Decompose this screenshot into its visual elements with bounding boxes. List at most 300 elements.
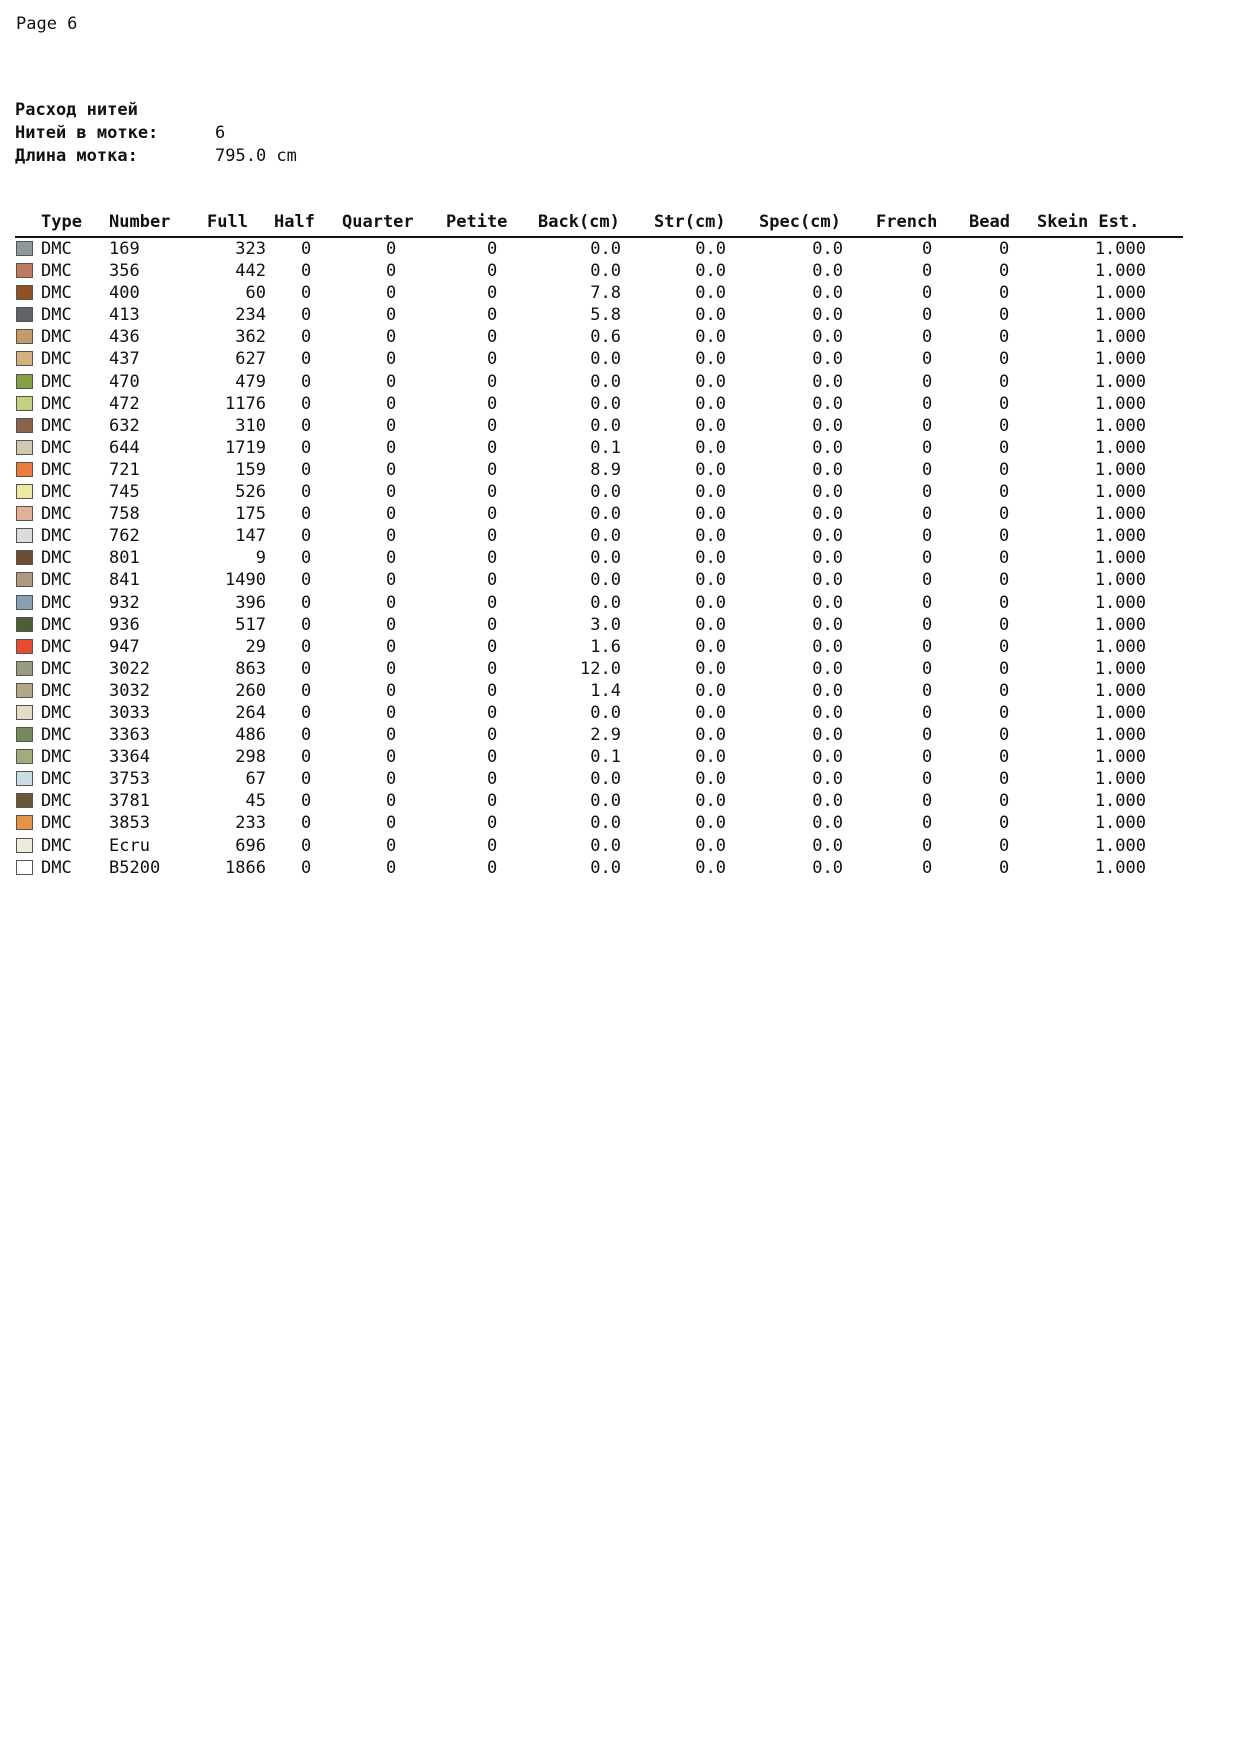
cell-number: 413 (109, 305, 140, 326)
cell-french: 0 (922, 459, 933, 480)
cell-full: 362 (235, 327, 266, 348)
color-swatch (16, 705, 33, 720)
cell-back: 8.9 (590, 459, 621, 480)
cell-quarter: 0 (386, 349, 397, 370)
color-swatch (16, 418, 33, 433)
cell-str: 0.0 (695, 658, 726, 679)
color-swatch (16, 661, 33, 676)
col-header-half: Half (274, 212, 315, 232)
color-swatch (16, 241, 33, 256)
cell-half: 0 (301, 769, 312, 790)
cell-petite: 0 (487, 548, 498, 569)
cell-skein-est: 1.000 (1094, 680, 1146, 701)
cell-french: 0 (922, 371, 933, 392)
cell-spec: 0.0 (812, 261, 843, 282)
col-header-spec: Spec(cm) (759, 212, 841, 232)
cell-skein-est: 1.000 (1094, 835, 1146, 856)
col-header-french: French (876, 212, 938, 232)
cell-quarter: 0 (386, 725, 397, 746)
table-row (15, 812, 1183, 834)
color-swatch (16, 462, 33, 477)
cell-petite: 0 (487, 570, 498, 591)
cell-french: 0 (922, 393, 933, 414)
cell-spec: 0.0 (812, 857, 843, 878)
cell-spec: 0.0 (812, 371, 843, 392)
cell-full: 29 (245, 636, 266, 657)
cell-full: 1490 (225, 570, 266, 591)
cell-quarter: 0 (386, 239, 397, 259)
cell-full: 67 (245, 769, 266, 790)
color-swatch (16, 550, 33, 565)
skein-length-value: 795.0 cm (215, 146, 297, 166)
cell-half: 0 (301, 482, 312, 503)
cell-quarter: 0 (386, 415, 397, 436)
cell-skein-est: 1.000 (1094, 769, 1146, 790)
color-swatch (16, 351, 33, 366)
cell-french: 0 (922, 570, 933, 591)
cell-petite: 0 (487, 459, 498, 480)
cell-full: 234 (235, 305, 266, 326)
cell-type: DMC (41, 813, 72, 834)
table-row (15, 724, 1183, 746)
cell-skein-est: 1.000 (1094, 283, 1146, 304)
color-swatch (16, 285, 33, 300)
cell-full: 323 (235, 239, 266, 259)
cell-str: 0.0 (695, 813, 726, 834)
cell-full: 863 (235, 658, 266, 679)
cell-back: 0.0 (590, 570, 621, 591)
cell-number: 3364 (109, 747, 150, 768)
cell-type: DMC (41, 680, 72, 701)
cell-number: 437 (109, 349, 140, 370)
cell-quarter: 0 (386, 680, 397, 701)
skein-length-label: Длина мотка: (15, 146, 138, 166)
cell-back: 0.0 (590, 393, 621, 414)
cell-spec: 0.0 (812, 349, 843, 370)
cell-full: 517 (235, 614, 266, 635)
cell-str: 0.0 (695, 636, 726, 657)
cell-petite: 0 (487, 680, 498, 701)
cell-full: 1719 (225, 437, 266, 458)
cell-french: 0 (922, 349, 933, 370)
cell-full: 1176 (225, 393, 266, 414)
col-header-number: Number (109, 212, 171, 232)
color-swatch (16, 793, 33, 808)
cell-back: 0.0 (590, 239, 621, 259)
cell-spec: 0.0 (812, 813, 843, 834)
cell-french: 0 (922, 857, 933, 878)
cell-type: DMC (41, 702, 72, 723)
cell-type: DMC (41, 857, 72, 878)
cell-half: 0 (301, 283, 312, 304)
cell-bead: 0 (999, 261, 1010, 282)
cell-full: 264 (235, 702, 266, 723)
cell-number: 400 (109, 283, 140, 304)
table-row (15, 857, 1183, 879)
cell-half: 0 (301, 614, 312, 635)
cell-french: 0 (922, 813, 933, 834)
cell-type: DMC (41, 548, 72, 569)
cell-full: 479 (235, 371, 266, 392)
cell-bead: 0 (999, 371, 1010, 392)
cell-type: DMC (41, 437, 72, 458)
cell-french: 0 (922, 305, 933, 326)
cell-quarter: 0 (386, 813, 397, 834)
cell-french: 0 (922, 327, 933, 348)
cell-french: 0 (922, 658, 933, 679)
cell-french: 0 (922, 747, 933, 768)
cell-str: 0.0 (695, 747, 726, 768)
color-swatch (16, 374, 33, 389)
cell-str: 0.0 (695, 680, 726, 701)
cell-french: 0 (922, 526, 933, 547)
cell-spec: 0.0 (812, 835, 843, 856)
cell-number: 801 (109, 548, 140, 569)
cell-bead: 0 (999, 592, 1010, 613)
cell-spec: 0.0 (812, 504, 843, 525)
cell-french: 0 (922, 261, 933, 282)
cell-quarter: 0 (386, 769, 397, 790)
cell-str: 0.0 (695, 592, 726, 613)
cell-french: 0 (922, 769, 933, 790)
cell-half: 0 (301, 393, 312, 414)
cell-petite: 0 (487, 725, 498, 746)
table-row (15, 636, 1183, 658)
cell-half: 0 (301, 658, 312, 679)
cell-full: 45 (245, 791, 266, 812)
cell-petite: 0 (487, 261, 498, 282)
cell-back: 1.6 (590, 636, 621, 657)
table-row (15, 569, 1183, 591)
cell-str: 0.0 (695, 437, 726, 458)
cell-half: 0 (301, 570, 312, 591)
cell-number: 472 (109, 393, 140, 414)
cell-quarter: 0 (386, 504, 397, 525)
cell-bead: 0 (999, 725, 1010, 746)
cell-skein-est: 1.000 (1094, 813, 1146, 834)
cell-back: 0.0 (590, 548, 621, 569)
color-swatch (16, 617, 33, 632)
strands-label: Нитей в мотке: (15, 123, 159, 143)
cell-skein-est: 1.000 (1094, 482, 1146, 503)
cell-type: DMC (41, 482, 72, 503)
cell-str: 0.0 (695, 482, 726, 503)
cell-skein-est: 1.000 (1094, 747, 1146, 768)
cell-french: 0 (922, 548, 933, 569)
cell-number: 932 (109, 592, 140, 613)
cell-full: 442 (235, 261, 266, 282)
cell-skein-est: 1.000 (1094, 305, 1146, 326)
cell-petite: 0 (487, 305, 498, 326)
table-row (15, 326, 1183, 348)
cell-type: DMC (41, 371, 72, 392)
color-swatch (16, 484, 33, 499)
cell-half: 0 (301, 526, 312, 547)
cell-str: 0.0 (695, 791, 726, 812)
cell-back: 0.6 (590, 327, 621, 348)
cell-quarter: 0 (386, 658, 397, 679)
cell-type: DMC (41, 459, 72, 480)
cell-number: 632 (109, 415, 140, 436)
cell-skein-est: 1.000 (1094, 526, 1146, 547)
cell-back: 0.0 (590, 857, 621, 878)
cell-half: 0 (301, 702, 312, 723)
table-row (15, 503, 1183, 525)
cell-quarter: 0 (386, 371, 397, 392)
cell-half: 0 (301, 349, 312, 370)
cell-half: 0 (301, 548, 312, 569)
color-swatch (16, 815, 33, 830)
cell-number: 758 (109, 504, 140, 525)
table-row (15, 835, 1183, 857)
cell-french: 0 (922, 680, 933, 701)
col-header-full: Full (207, 212, 248, 232)
table-row (15, 260, 1183, 282)
cell-petite: 0 (487, 349, 498, 370)
cell-petite: 0 (487, 482, 498, 503)
cell-half: 0 (301, 327, 312, 348)
cell-petite: 0 (487, 747, 498, 768)
cell-spec: 0.0 (812, 636, 843, 657)
col-header-back: Back(cm) (538, 212, 620, 232)
cell-full: 696 (235, 835, 266, 856)
cell-type: DMC (41, 769, 72, 790)
cell-back: 0.0 (590, 349, 621, 370)
cell-number: 3032 (109, 680, 150, 701)
cell-number: 3853 (109, 813, 150, 834)
cell-half: 0 (301, 239, 312, 259)
cell-number: B5200 (109, 857, 161, 878)
section-title: Расход нитей (15, 100, 138, 120)
cell-full: 175 (235, 504, 266, 525)
cell-bead: 0 (999, 283, 1010, 304)
cell-type: DMC (41, 725, 72, 746)
cell-french: 0 (922, 702, 933, 723)
cell-full: 310 (235, 415, 266, 436)
table-row (15, 658, 1183, 680)
cell-quarter: 0 (386, 459, 397, 480)
cell-number: 3022 (109, 658, 150, 679)
cell-str: 0.0 (695, 702, 726, 723)
cell-skein-est: 1.000 (1094, 791, 1146, 812)
cell-skein-est: 1.000 (1094, 614, 1146, 635)
cell-back: 0.0 (590, 415, 621, 436)
cell-quarter: 0 (386, 614, 397, 635)
page-number: Page 6 (16, 14, 78, 34)
cell-full: 298 (235, 747, 266, 768)
cell-str: 0.0 (695, 548, 726, 569)
cell-number: 3753 (109, 769, 150, 790)
cell-back: 0.0 (590, 702, 621, 723)
cell-spec: 0.0 (812, 283, 843, 304)
cell-str: 0.0 (695, 570, 726, 591)
cell-str: 0.0 (695, 769, 726, 790)
cell-bead: 0 (999, 415, 1010, 436)
cell-spec: 0.0 (812, 415, 843, 436)
cell-french: 0 (922, 239, 933, 259)
cell-half: 0 (301, 371, 312, 392)
table-row (15, 437, 1183, 459)
cell-back: 2.9 (590, 725, 621, 746)
cell-spec: 0.0 (812, 437, 843, 458)
cell-quarter: 0 (386, 747, 397, 768)
cell-petite: 0 (487, 791, 498, 812)
cell-spec: 0.0 (812, 239, 843, 259)
cell-quarter: 0 (386, 393, 397, 414)
cell-spec: 0.0 (812, 459, 843, 480)
cell-spec: 0.0 (812, 702, 843, 723)
cell-type: DMC (41, 504, 72, 525)
cell-bead: 0 (999, 305, 1010, 326)
cell-bead: 0 (999, 680, 1010, 701)
cell-number: 936 (109, 614, 140, 635)
cell-bead: 0 (999, 526, 1010, 547)
table-row (15, 282, 1183, 304)
cell-half: 0 (301, 437, 312, 458)
cell-bead: 0 (999, 239, 1010, 259)
cell-str: 0.0 (695, 261, 726, 282)
cell-half: 0 (301, 261, 312, 282)
cell-back: 0.0 (590, 791, 621, 812)
color-swatch (16, 263, 33, 278)
cell-spec: 0.0 (812, 614, 843, 635)
color-swatch (16, 683, 33, 698)
cell-petite: 0 (487, 504, 498, 525)
cell-french: 0 (922, 725, 933, 746)
cell-type: DMC (41, 658, 72, 679)
cell-bead: 0 (999, 349, 1010, 370)
table-row (15, 680, 1183, 702)
cell-number: 644 (109, 437, 140, 458)
cell-quarter: 0 (386, 636, 397, 657)
cell-quarter: 0 (386, 570, 397, 591)
cell-full: 260 (235, 680, 266, 701)
strands-value: 6 (215, 123, 226, 143)
color-swatch (16, 329, 33, 344)
cell-back: 0.0 (590, 371, 621, 392)
cell-bead: 0 (999, 857, 1010, 878)
cell-spec: 0.0 (812, 482, 843, 503)
cell-full: 486 (235, 725, 266, 746)
cell-number: 169 (109, 239, 140, 259)
cell-spec: 0.0 (812, 305, 843, 326)
cell-bead: 0 (999, 614, 1010, 635)
cell-back: 0.0 (590, 482, 621, 503)
cell-spec: 0.0 (812, 769, 843, 790)
cell-back: 0.1 (590, 747, 621, 768)
cell-skein-est: 1.000 (1094, 857, 1146, 878)
cell-spec: 0.0 (812, 548, 843, 569)
thread-table (15, 212, 1183, 879)
color-swatch (16, 396, 33, 411)
col-header-bead: Bead (969, 212, 1010, 232)
cell-type: DMC (41, 791, 72, 812)
cell-half: 0 (301, 459, 312, 480)
cell-bead: 0 (999, 813, 1010, 834)
cell-number: 745 (109, 482, 140, 503)
cell-quarter: 0 (386, 548, 397, 569)
cell-petite: 0 (487, 592, 498, 613)
thread-usage-header (15, 99, 297, 168)
table-row (15, 768, 1183, 790)
cell-type: DMC (41, 570, 72, 591)
cell-str: 0.0 (695, 371, 726, 392)
cell-str: 0.0 (695, 349, 726, 370)
cell-skein-est: 1.000 (1094, 592, 1146, 613)
cell-petite: 0 (487, 813, 498, 834)
cell-full: 233 (235, 813, 266, 834)
cell-french: 0 (922, 437, 933, 458)
cell-type: DMC (41, 614, 72, 635)
cell-petite: 0 (487, 327, 498, 348)
color-swatch (16, 749, 33, 764)
table-row (15, 304, 1183, 326)
cell-skein-est: 1.000 (1094, 725, 1146, 746)
cell-skein-est: 1.000 (1094, 437, 1146, 458)
cell-type: DMC (41, 636, 72, 657)
cell-french: 0 (922, 482, 933, 503)
cell-type: DMC (41, 393, 72, 414)
cell-str: 0.0 (695, 526, 726, 547)
cell-bead: 0 (999, 393, 1010, 414)
cell-skein-est: 1.000 (1094, 658, 1146, 679)
cell-full: 9 (255, 548, 266, 569)
cell-number: 3033 (109, 702, 150, 723)
cell-full: 396 (235, 592, 266, 613)
table-row (15, 702, 1183, 724)
cell-number: 3781 (109, 791, 150, 812)
cell-petite: 0 (487, 835, 498, 856)
table-row (15, 481, 1183, 503)
cell-full: 147 (235, 526, 266, 547)
cell-spec: 0.0 (812, 680, 843, 701)
col-header-type: Type (41, 212, 82, 232)
table-row (15, 348, 1183, 370)
cell-quarter: 0 (386, 791, 397, 812)
cell-petite: 0 (487, 769, 498, 790)
cell-petite: 0 (487, 658, 498, 679)
cell-petite: 0 (487, 239, 498, 259)
cell-petite: 0 (487, 526, 498, 547)
cell-petite: 0 (487, 857, 498, 878)
color-swatch (16, 639, 33, 654)
cell-str: 0.0 (695, 239, 726, 259)
table-row (15, 746, 1183, 768)
cell-number: 356 (109, 261, 140, 282)
cell-french: 0 (922, 504, 933, 525)
cell-bead: 0 (999, 570, 1010, 591)
cell-back: 0.0 (590, 592, 621, 613)
cell-spec: 0.0 (812, 658, 843, 679)
cell-bead: 0 (999, 327, 1010, 348)
cell-type: DMC (41, 526, 72, 547)
table-row (15, 525, 1183, 547)
cell-bead: 0 (999, 702, 1010, 723)
table-body (15, 238, 1183, 879)
cell-type: DMC (41, 327, 72, 348)
cell-french: 0 (922, 283, 933, 304)
cell-quarter: 0 (386, 261, 397, 282)
cell-petite: 0 (487, 614, 498, 635)
table-row (15, 238, 1183, 260)
cell-french: 0 (922, 415, 933, 436)
cell-type: DMC (41, 261, 72, 282)
color-swatch (16, 572, 33, 587)
cell-back: 0.0 (590, 261, 621, 282)
col-header-quarter: Quarter (342, 212, 414, 232)
cell-petite: 0 (487, 415, 498, 436)
cell-quarter: 0 (386, 437, 397, 458)
